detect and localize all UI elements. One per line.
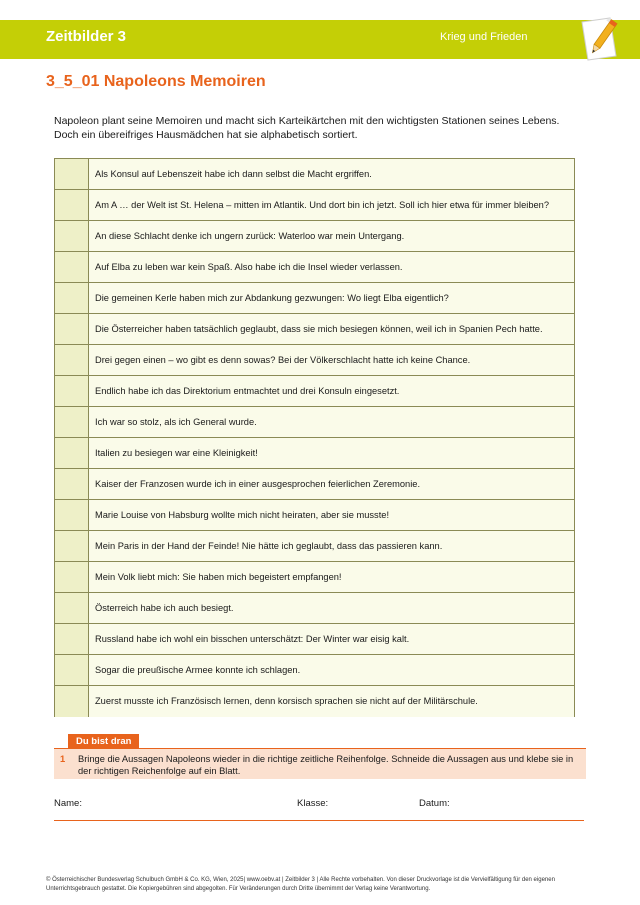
name-label: Name: <box>54 798 82 809</box>
order-number-cell[interactable] <box>55 686 89 717</box>
statement-text: Mein Paris in der Hand der Feinde! Nie hätte ich geglaubt, dass das passieren kann. <box>89 531 574 561</box>
order-number-cell[interactable] <box>55 252 89 282</box>
statement-card <box>55 624 574 655</box>
chapter-title: Krieg und Frieden <box>440 31 528 43</box>
statement-text: Am A … der Welt ist St. Helena – mitten im Atlantik. Und dort bin ich jetzt. Soll ich hier etwa für immer bleiben? <box>89 190 574 220</box>
statement-card <box>55 469 574 500</box>
statement-text: Italien zu besiegen war eine Kleinigkeit! <box>89 438 574 468</box>
date-label: Datum: <box>419 798 450 809</box>
task-box <box>54 749 586 779</box>
statement-text: An diese Schlacht denke ich ungern zurück: Waterloo war mein Untergang. <box>89 221 574 251</box>
pencil-paper-icon <box>576 14 624 64</box>
order-number-cell[interactable] <box>55 562 89 592</box>
order-number-cell[interactable] <box>55 159 89 189</box>
statement-text: Auf Elba zu leben war kein Spaß. Also habe ich die Insel wieder verlassen. <box>89 252 574 282</box>
task-text: Bringe die Aussagen Napoleons wieder in die richtige zeitliche Reihenfolge. Schneide die Aussagen aus und klebe sie in der richtigen Reichenfolge auf ein Blatt. <box>78 754 574 776</box>
statement-card <box>55 438 574 469</box>
statement-text: Ich war so stolz, als ich General wurde. <box>89 407 574 437</box>
statement-text: Sogar die preußische Armee konnte ich schlagen. <box>89 655 574 685</box>
statement-card <box>55 531 574 562</box>
statement-card <box>55 593 574 624</box>
order-number-cell[interactable] <box>55 655 89 685</box>
intro-text: Napoleon plant seine Memoiren und macht sich Karteikärtchen mit den wichtigsten Stationen seines Lebens. Doch ein übereifriges Hausmädchen hat sie alphabetisch sortiert. <box>54 115 560 141</box>
order-number-cell[interactable] <box>55 190 89 220</box>
statement-text: Kaiser der Franzosen wurde ich in einer ausgesprochen feierlichen Zeremonie. <box>89 469 574 499</box>
series-title: Zeitbilder 3 <box>46 28 127 45</box>
statement-text: Österreich habe ich auch besiegt. <box>89 593 574 623</box>
page-header <box>0 20 640 59</box>
statement-card <box>55 345 574 376</box>
statement-text: Russland habe ich wohl ein bisschen unterschätzt: Der Winter war eisig kalt. <box>89 624 574 654</box>
class-label: Klasse: <box>297 798 329 809</box>
order-number-cell[interactable] <box>55 407 89 437</box>
order-number-cell[interactable] <box>55 314 89 344</box>
statement-card <box>55 314 574 345</box>
page-title: 3_5_01 Napoleons Memoiren <box>46 73 266 90</box>
task-tab-label: Du bist dran <box>68 734 139 749</box>
statement-text: Die gemeinen Kerle haben mich zur Abdankung gezwungen: Wo liegt Elba eigentlich? <box>89 283 574 313</box>
order-number-cell[interactable] <box>55 500 89 530</box>
statement-text: Die Österreicher haben tatsächlich geglaubt, dass sie mich besiegen können, weil ich in Spanien Pech hatte. <box>89 314 574 344</box>
order-number-cell[interactable] <box>55 376 89 406</box>
copyright-footer: © Österreichischer Bundesverlag Schulbuch GmbH & Co. KG, Wien, 2025| www.oebv.at | Zeitbilder 3 | Alle Rechte vorbehalten. Von dieser Druckvorlage ist die Vervielfältigung für den eigenen Unterrichtsgebrauch gestattet. Die Kopiergebühren sind abgegolten. Für Veränderungen durch Dritte übernimmt der Verlag keine Verantwortung. <box>46 877 555 892</box>
statement-card <box>55 221 574 252</box>
order-number-cell[interactable] <box>55 221 89 251</box>
statement-card <box>55 500 574 531</box>
order-number-cell[interactable] <box>55 593 89 623</box>
order-number-cell[interactable] <box>55 283 89 313</box>
statement-text: Zuerst musste ich Französisch lernen, denn korsisch sprachen sie nicht auf der Militärschule. <box>89 686 574 717</box>
statement-text: Endlich habe ich das Direktorium entmachtet und drei Konsuln eingesetzt. <box>89 376 574 406</box>
order-number-cell[interactable] <box>55 438 89 468</box>
statement-card <box>55 190 574 221</box>
statement-card <box>55 407 574 438</box>
statement-card <box>55 283 574 314</box>
statement-card <box>55 252 574 283</box>
statement-card <box>55 655 574 686</box>
statement-text: Marie Louise von Habsburg wollte mich nicht heiraten, aber sie musste! <box>89 500 574 530</box>
order-number-cell[interactable] <box>55 624 89 654</box>
order-number-cell[interactable] <box>55 345 89 375</box>
signature-line <box>54 820 584 821</box>
statement-card <box>55 686 574 717</box>
order-number-cell[interactable] <box>55 469 89 499</box>
card-table <box>54 158 575 717</box>
statement-card <box>55 159 574 190</box>
task-number: 1 <box>60 754 66 764</box>
statement-text: Mein Volk liebt mich: Sie haben mich begeistert empfangen! <box>89 562 574 592</box>
order-number-cell[interactable] <box>55 531 89 561</box>
statement-card <box>55 562 574 593</box>
statement-card <box>55 376 574 407</box>
statement-text: Als Konsul auf Lebenszeit habe ich dann selbst die Macht ergriffen. <box>89 159 574 189</box>
statement-text: Drei gegen einen – wo gibt es denn sowas? Bei der Völkerschlacht hatte ich keine Chance. <box>89 345 574 375</box>
